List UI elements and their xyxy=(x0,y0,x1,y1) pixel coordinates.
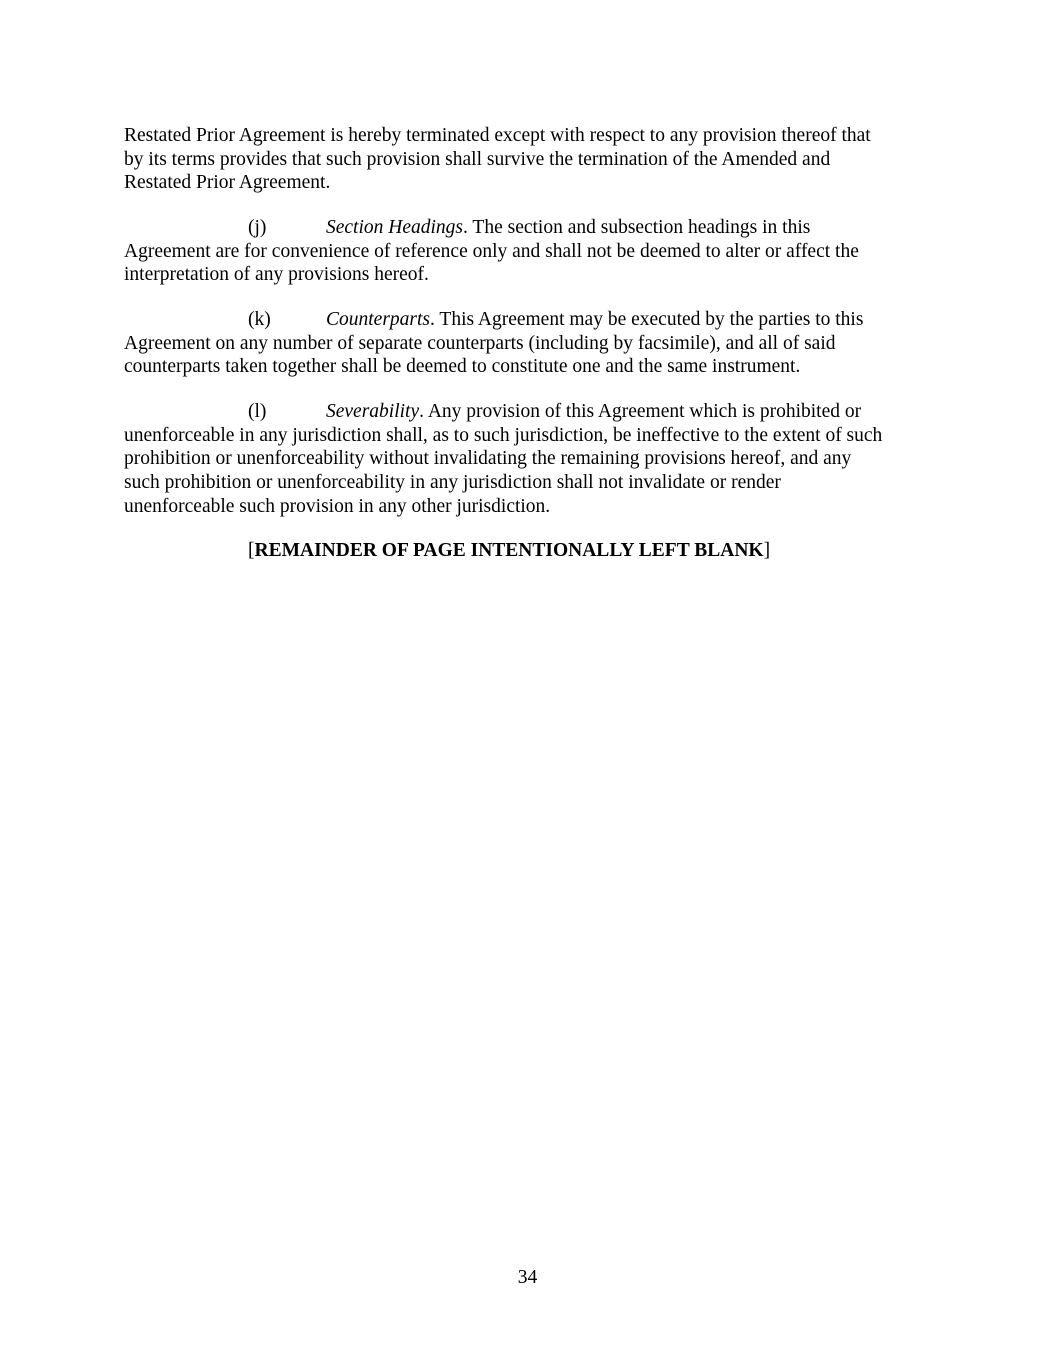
section-heading: Counterparts xyxy=(326,309,431,330)
section-lead-text: . This Agreement may be executed by the parties to this xyxy=(430,309,864,330)
section-lead-line xyxy=(124,400,934,424)
section-j-paragraph xyxy=(124,216,934,287)
remainder-text: REMAINDER OF PAGE INTENTIONALLY LEFT BLANK xyxy=(254,540,764,561)
remainder-notice xyxy=(248,539,770,563)
text-line: Agreement on any number of separate counterparts (including by facsimile), and all of said xyxy=(124,332,836,354)
page-number: 34 xyxy=(517,1267,538,1288)
text-line: unenforceable in any jurisdiction shall, as to such jurisdiction, be ineffective to the extent of such xyxy=(124,424,883,446)
section-lead-line xyxy=(124,216,934,240)
section-heading: Section Headings xyxy=(326,217,464,238)
text-line: Restated Prior Agreement is hereby terminated except with respect to any provision thereof that xyxy=(124,125,871,146)
text-line: counterparts taken together shall be deemed to constitute one and the same instrument. xyxy=(124,356,801,378)
section-l-paragraph xyxy=(124,400,934,519)
open-bracket: [ xyxy=(248,540,255,561)
text-line: prohibition or unenforceability without invalidating the remaining provisions hereof, and any xyxy=(124,448,852,470)
section-lead-line xyxy=(124,308,934,332)
section-number: (l) xyxy=(248,401,267,422)
text-line: such prohibition or unenforceability in any jurisdiction shall not invalidate or render xyxy=(124,472,781,494)
text-line: by its terms provides that such provision shall survive the termination of the Amended and xyxy=(124,148,831,170)
text-line: unenforceable such provision in any other jurisdiction. xyxy=(124,495,551,517)
text-line: Restated Prior Agreement. xyxy=(124,172,331,194)
text-line: interpretation of any provisions hereof. xyxy=(124,264,429,286)
close-bracket: ] xyxy=(763,540,771,561)
section-heading: Severability xyxy=(326,401,420,422)
section-lead-text: . The section and subsection headings in this xyxy=(463,217,811,238)
section-k-paragraph xyxy=(124,308,934,379)
section-lead-text: . Any provision of this Agreement which is prohibited or xyxy=(419,401,862,422)
paragraph-intro xyxy=(124,124,934,195)
section-number: (k) xyxy=(248,309,271,330)
section-number: (j) xyxy=(248,217,267,238)
text-line: Agreement are for convenience of reference only and shall not be deemed to alter or affect the xyxy=(124,240,859,262)
